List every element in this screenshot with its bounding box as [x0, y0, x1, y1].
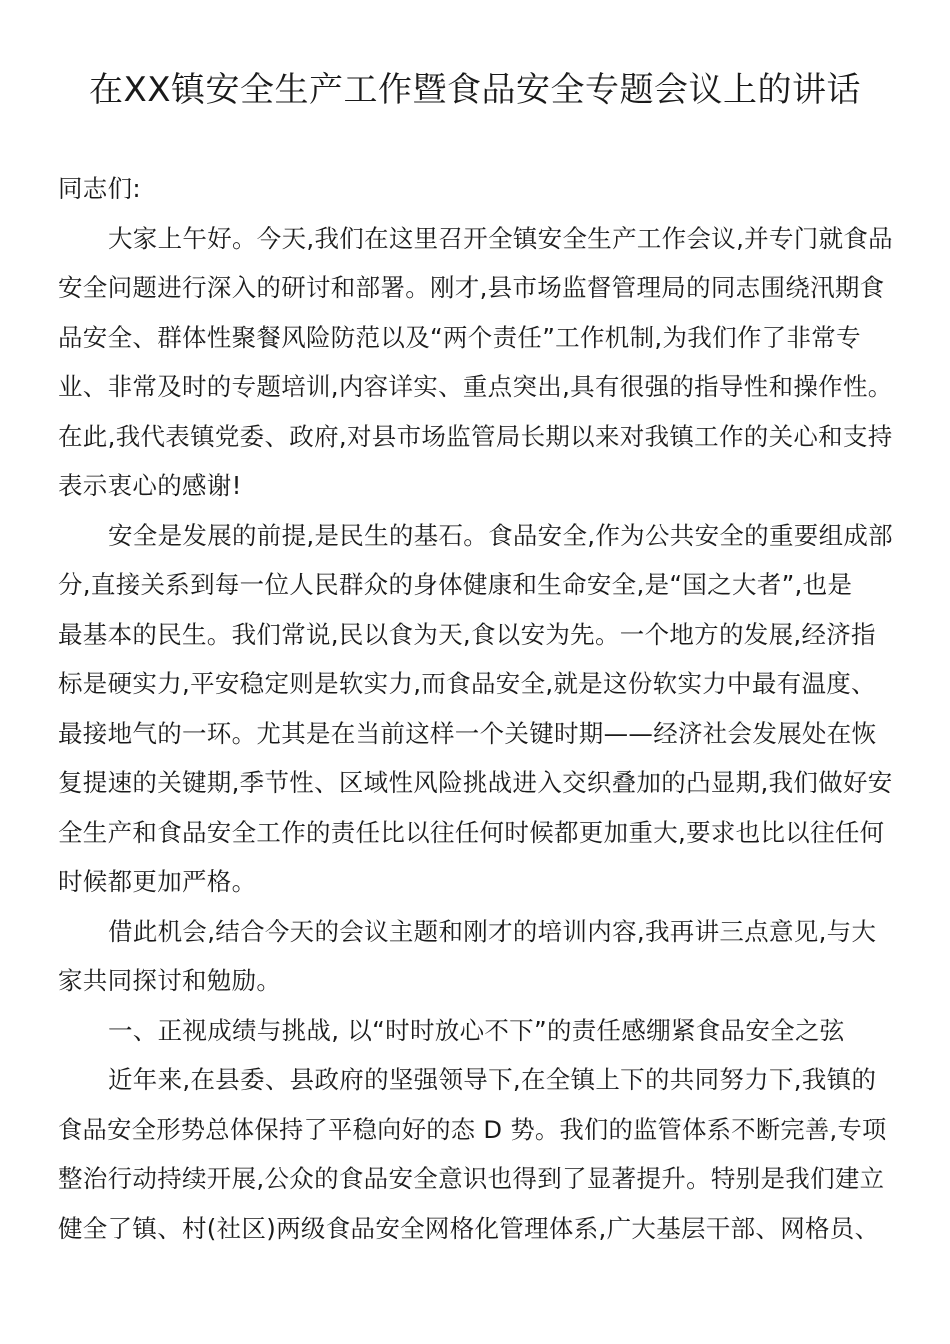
text-line: 标是硬实力,平安稳定则是软实力,而食品安全,就是这份软实力中最有温度、 — [58, 669, 876, 698]
text-line: 分,直接关系到每一位人民群众的身体健康和生命安全,是“国之大者”,也是 — [58, 570, 853, 599]
text-line: 最接地气的一环。尤其是在当前这样一个关键时期——经济社会发展处在恢 — [58, 718, 877, 748]
text-line: 食品安全形势总体保持了平稳向好的态 D 势。我们的监管体系不断完善,专项 — [58, 1114, 887, 1144]
text-line: 品安全、群体性聚餐风险防范以及“两个责任”工作机制,为我们作了非常专 — [58, 322, 861, 352]
text-line: 业、非常及时的专题培训,内容详实、重点突出,具有很强的指导性和操作性。 — [58, 372, 893, 401]
text-line: 健全了镇、村(社区)两级食品安全网格化管理体系,广大基层干部、网格员、 — [58, 1213, 880, 1243]
text-line: 表示衷心的感谢! — [58, 471, 242, 500]
text-line: 全生产和食品安全工作的责任比以往任何时候都更加重大,要求也比以往任何 — [58, 817, 885, 847]
text-line: 在此,我代表镇党委、政府,对县市场监管局长期以来对我镇工作的关心和支持 — [58, 421, 893, 451]
text-line: 一、正视成绩与挑战, 以“时时放心不下”的责任感绷紧食品安全之弦 — [108, 1015, 845, 1045]
text-line: 家共同探讨和勉励。 — [58, 966, 282, 995]
text-line: 安全是发展的前提,是民生的基石。食品安全,作为公共安全的重要组成部 — [108, 520, 893, 550]
text-line: 同志们: — [58, 174, 141, 203]
document-body — [58, 164, 894, 1253]
text-line: 复提速的关键期,季节性、区域性风险挑战进入交织叠加的凸显期,我们做好安 — [58, 768, 893, 797]
document-title: 在XX镇安全生产工作暨食品安全专题会议上的讲话 — [88, 70, 862, 110]
text-line: 近年来,在县委、县政府的坚强领导下,在全镇上下的共同努力下,我镇的 — [108, 1065, 877, 1094]
text-line: 整治行动持续开展,公众的食品安全意识也得到了显著提升。特别是我们建立 — [58, 1164, 885, 1193]
text-line: 最基本的民生。我们常说,民以食为天,食以安为先。一个地方的发展,经济指 — [58, 619, 876, 649]
text-line: 时候都更加严格。 — [58, 867, 257, 896]
text-line: 借此机会,结合今天的会议主题和刚才的培训内容,我再讲三点意见,与大 — [108, 916, 877, 946]
text-line: 大家上午好。今天,我们在这里召开全镇安全生产工作会议,并专门就食品 — [108, 223, 893, 253]
text-line: 安全问题进行深入的研讨和部署。刚才,县市场监督管理局的同志围绕汛期食 — [58, 273, 885, 302]
